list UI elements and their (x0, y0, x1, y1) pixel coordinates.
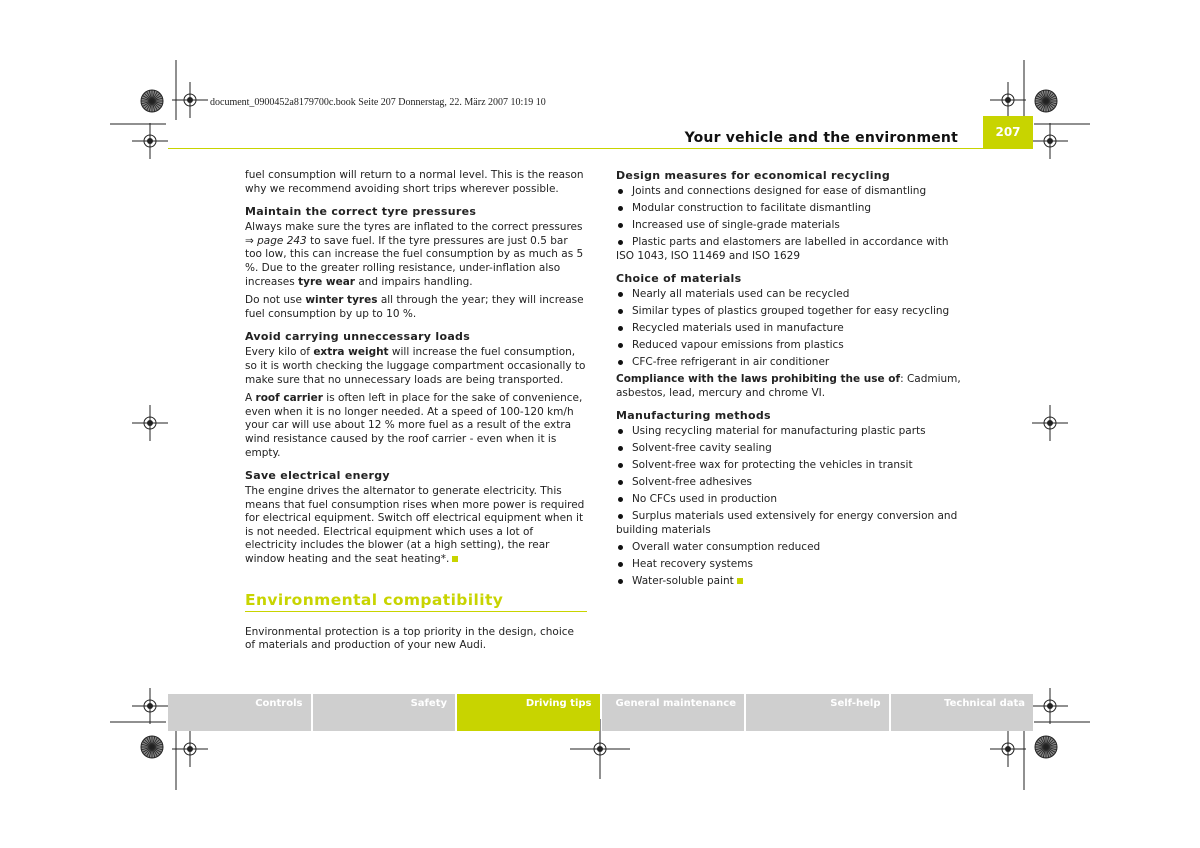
list-item: No CFCs used in production (616, 493, 964, 507)
list-item: Increased use of single-grade materials (616, 219, 964, 233)
design-heading: Design measures for economical recycling (616, 169, 891, 182)
footer-tab-driving-tips[interactable]: Driving tips (457, 694, 600, 731)
list-item: Recycled materials used in manufacture (616, 322, 964, 336)
list-item: Joints and connections designed for ease of dismantling (616, 185, 964, 199)
list-item: Plastic parts and elastomers are labelled in accordance with ISO 1043, ISO 11469 and ISO 1629 (616, 236, 964, 263)
footer-chapter-nav (168, 694, 1033, 731)
tyre-heading: Maintain the correct tyre pressures (245, 205, 477, 219)
electrical-heading: Save electrical energy (245, 469, 390, 483)
list-item: Using recycling material for manufacturing plastic parts (616, 425, 964, 439)
print-slug: document_0900452a8179700c.book Seite 207 Donnerstag, 22. März 2007 10:19 10 (210, 97, 546, 108)
list-item: Water-soluble paint (616, 575, 964, 589)
right-column (616, 169, 964, 592)
page-reference-link[interactable]: ⇒ page 243 (245, 234, 307, 247)
list-item: Overall water consumption reduced (616, 541, 964, 555)
list-item: Surplus materials used extensively for energy conversion and building materials (616, 510, 964, 537)
loads-heading: Avoid carrying unneccessary loads (245, 330, 471, 344)
electrical-paragraph: The engine drives the alternator to generate electricity. This means that fuel consumption rises when more power is required for electrical equipment. Switch off electrical equipment when it is not needed. Electrical equipment which uses a lot of electricity includes the blower (at a high setting), the rear window heating and the seat heating*. (245, 485, 585, 566)
list-item: Solvent-free cavity sealing (616, 442, 964, 456)
list-item: Solvent-free wax for protecting the vehicles in transit (616, 459, 964, 473)
tyre-paragraph-2: Do not use winter tyres all through the year; they will increase fuel consumption by up to 10 %. (245, 294, 584, 320)
section-intro: Environmental protection is a top priority in the design, choice of materials and production of your new Audi. (245, 625, 574, 652)
footer-tab-technical-data[interactable]: Technical data (891, 694, 1034, 731)
list-item: Heat recovery systems (616, 558, 964, 572)
footer-tab-self-help[interactable]: Self-help (746, 694, 889, 731)
page-number: 207 (983, 116, 1033, 148)
loads-paragraph-1: Every kilo of extra weight will increase the fuel consumption, so it is worth checking the luggage compartment occasionally to make sure that no unnecessary loads are being transported. (245, 346, 586, 386)
manufacturing-list (616, 425, 964, 588)
list-item: Modular construction to facilitate dismantling (616, 202, 964, 216)
design-list (616, 185, 964, 263)
list-item: CFC-free refrigerant in air conditioner (616, 356, 964, 370)
list-item: Similar types of plastics grouped together for easy recycling (616, 305, 964, 319)
loads-paragraph-2: A roof carrier is often left in place for the sake of convenience, even when it is no longer needed. At a speed of 100-120 km/h your car will use about 12 % more fuel as a result of the extra wind resistance caused by the roof carrier - even when it is empty. (245, 392, 583, 459)
materials-list (616, 288, 964, 370)
footer-tab-general-maintenance[interactable]: General maintenance (602, 694, 745, 731)
page-header-title: Your vehicle and the environment (684, 130, 958, 146)
end-of-section-mark (737, 578, 743, 584)
tyre-paragraph-1: Always make sure the tyres are inflated to the correct pressures ⇒ page 243 to save fuel. If the tyre pressures are just 0.5 bar too low, this can increase the fuel consumption by as much as 5 %. Due to the greater rolling resistance, under-inflation also increases tyre wear and impairs handling. (245, 221, 584, 288)
materials-heading: Choice of materials (616, 272, 742, 286)
intro-paragraph: fuel consumption will return to a normal level. This is the reason why we recommend avoiding short trips wherever possible. (245, 169, 584, 195)
footer-tab-safety[interactable]: Safety (313, 694, 456, 731)
compliance-paragraph: Compliance with the laws prohibiting the use of: Cadmium, asbestos, lead, mercury and chrome VI. (616, 373, 961, 399)
list-item: Nearly all materials used can be recycled (616, 288, 964, 302)
list-item: Solvent-free adhesives (616, 476, 964, 490)
header-rule (168, 148, 1033, 149)
section-title: Environmental compatibility (245, 590, 587, 612)
manufacturing-heading: Manufacturing methods (616, 409, 771, 423)
left-column (245, 169, 587, 658)
end-of-section-mark (452, 556, 458, 562)
footer-tab-controls[interactable]: Controls (168, 694, 311, 731)
list-item: Reduced vapour emissions from plastics (616, 339, 964, 353)
